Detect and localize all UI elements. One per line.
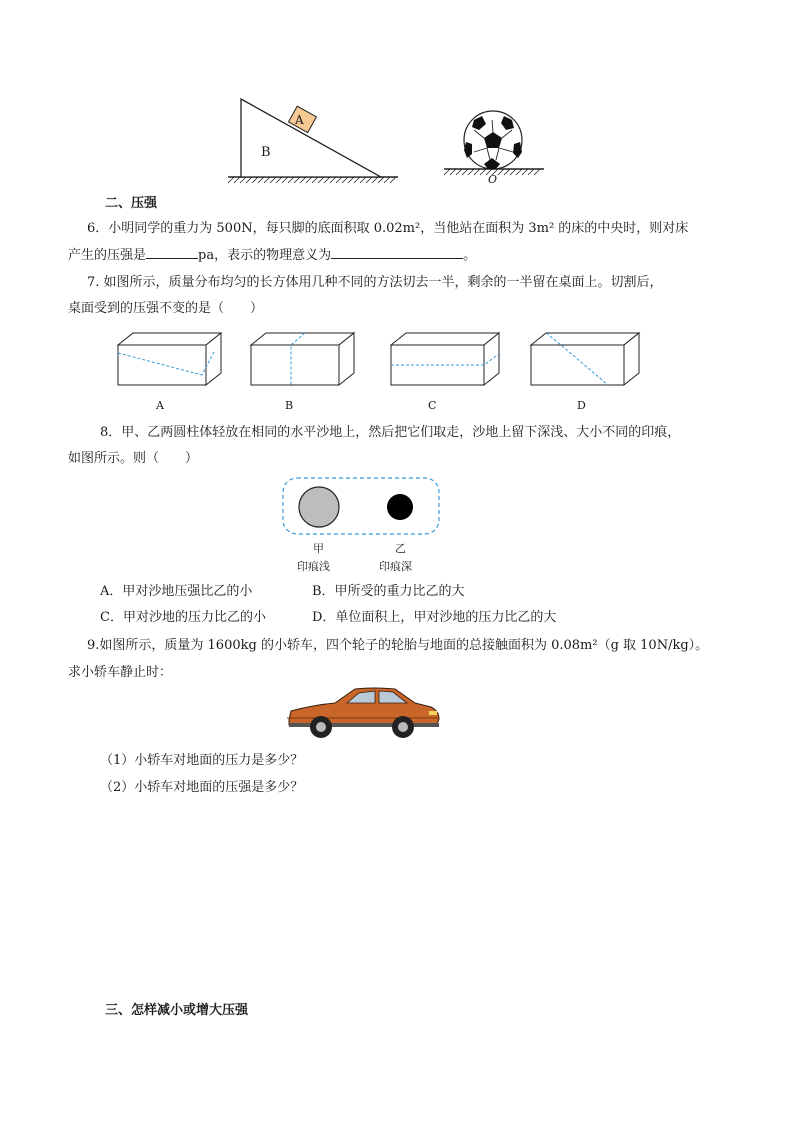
q7-label-d: D — [577, 399, 586, 412]
q8-line1: 8．甲、乙两圆柱体轻放在相同的水平沙地上，然后把它们取走，沙地上留下深浅、大小不同的印痕， — [100, 425, 681, 440]
imprint-jia-note: 印痕浅 — [297, 560, 330, 573]
q6-text-a: 产生的压强是 — [68, 248, 147, 263]
cuboid-option-a — [115, 330, 225, 388]
cuboid-option-c — [388, 330, 503, 388]
q6-line1: 6．小明同学的重力为 500N，每只脚的底面积取 0.02m²，当他站在面积为 3m² 的床的中央时，则对床 — [87, 221, 689, 236]
incline-figure — [226, 95, 401, 185]
q8-option-b[interactable]: B．甲所受的重力比乙的大 — [312, 584, 465, 599]
imprint-yi-name: 乙 — [395, 542, 406, 555]
cuboid-option-d — [528, 330, 643, 388]
imprint-yi-note: 印痕深 — [379, 560, 412, 573]
q7-line2: 桌面受到的压强不变的是（ ） — [68, 301, 264, 316]
car-icon — [283, 685, 443, 745]
q6-text-c: 。 — [463, 248, 477, 263]
ground-hatch — [228, 177, 398, 183]
section-title-change-pressure: 三、怎样减小或增大压强 — [105, 1003, 249, 1018]
cuboid-option-b — [248, 330, 358, 388]
q9-line2: 求小轿车静止时： — [68, 665, 173, 680]
section-title-pressure: 二、压强 — [105, 196, 158, 211]
q6-blank-2[interactable] — [331, 245, 463, 259]
q9-answer-area[interactable] — [68, 805, 728, 975]
block-a-label: A — [295, 113, 304, 127]
imprint-yi — [387, 494, 413, 520]
q9-sub2: （2）小轿车对地面的压强是多少？ — [100, 780, 304, 795]
imprint-jia — [299, 487, 339, 527]
q8-option-c[interactable]: C．甲对沙地的压力比乙的小 — [100, 610, 266, 625]
q9-sub1: （1）小轿车对地面的压力是多少？ — [100, 753, 304, 768]
q7-line1: 7. 如图所示，质量分布均匀的长方体用几种不同的方法切去一半，剩余的一半留在桌面上。切割后， — [87, 275, 663, 290]
q6-line2 — [68, 245, 476, 265]
q6-text-b: pa，表示的物理意义为 — [198, 248, 332, 263]
incline-triangle — [241, 99, 381, 177]
incline-b-label: B — [261, 145, 271, 160]
q9-line1: 9.如图所示，质量为 1600kg 的小轿车，四个轮子的轮胎与地面的总接触面积为 0.08m²（g 取 10N/kg）。 — [87, 638, 709, 653]
soccer-ball-icon — [464, 111, 522, 169]
q8-option-a[interactable]: A．甲对沙地压强比乙的小 — [100, 584, 253, 599]
sand-imprint-figure — [282, 477, 442, 537]
q7-label-a: A — [156, 399, 164, 412]
imprint-jia-name: 甲 — [313, 542, 324, 555]
q7-label-b: B — [285, 399, 294, 412]
q7-label-c: C — [428, 399, 437, 412]
point-o-label: O — [488, 173, 498, 186]
soccer-ball-figure — [440, 108, 550, 178]
q6-blank-1[interactable] — [146, 245, 198, 259]
q8-option-d[interactable]: D．单位面积上，甲对沙地的压力比乙的大 — [312, 610, 557, 625]
q8-line2: 如图所示。则（ ） — [68, 451, 199, 466]
